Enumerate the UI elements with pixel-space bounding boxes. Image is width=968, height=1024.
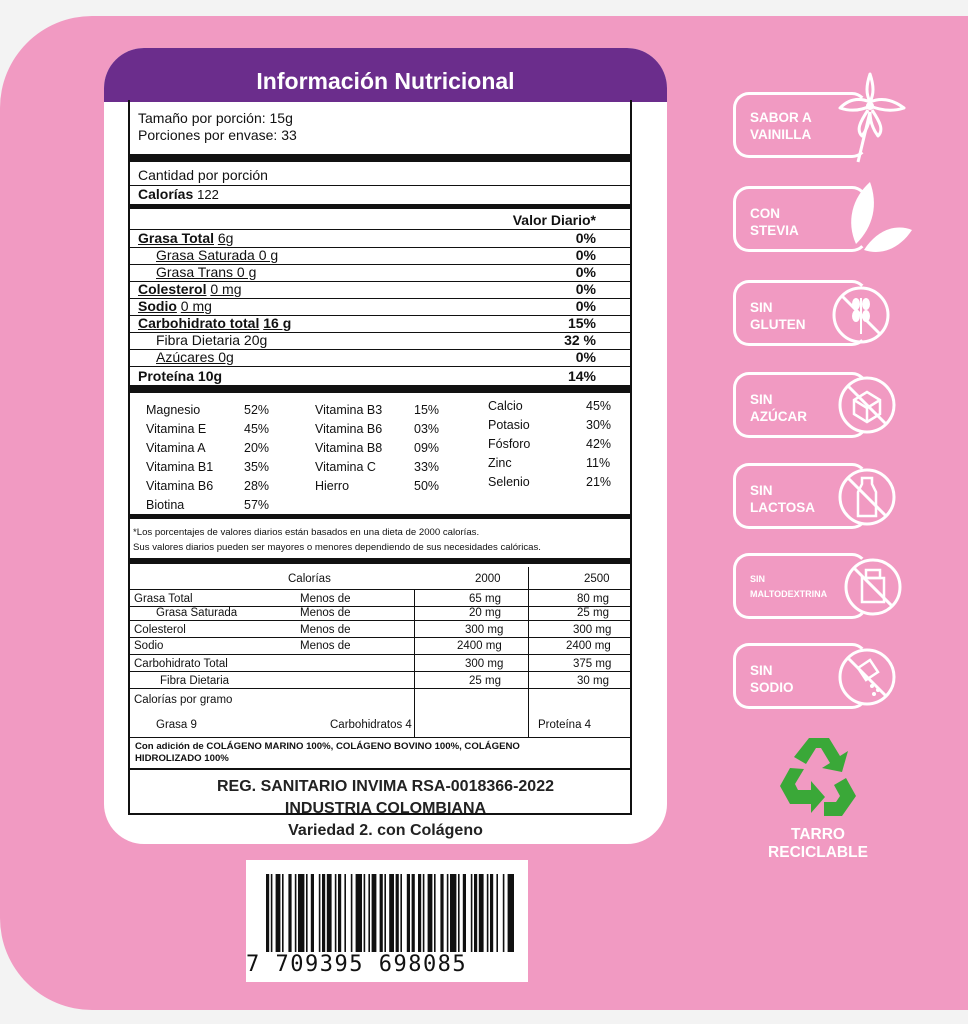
barcode-bar (372, 874, 377, 952)
nutrient-pct: 14% (567, 368, 596, 384)
no-sugar-icon (836, 374, 898, 436)
vitamin-name: Vitamina E (146, 422, 207, 436)
barcode-bar (356, 874, 362, 952)
barcode-bar (474, 874, 477, 952)
vitamin-pct: 09% (414, 441, 440, 455)
table-row-name: Grasa Total (134, 593, 193, 605)
vitamin-pct: 30% (586, 418, 612, 432)
vitamin-pct: 52% (244, 403, 270, 417)
vitamin-pct: 45% (244, 422, 270, 436)
nutrient-label: Carbohidrato total (138, 315, 260, 331)
divider (130, 385, 630, 393)
table-row-v2: 80 mg (577, 593, 609, 605)
badge-text: VAINILLA (750, 127, 812, 142)
barcode-bar (335, 874, 337, 952)
nutrient-amount: 0 mg (180, 298, 212, 314)
nutrient-row (138, 368, 596, 385)
nutrient-amount: 16 g (263, 315, 292, 331)
recycle-line: RECICLABLE (768, 844, 868, 861)
badge-text: STEVIA (750, 223, 799, 238)
table-row-cond: Menos de (300, 624, 351, 636)
no-maltodextrin-icon (842, 556, 904, 618)
barcode-bar (327, 874, 332, 952)
recycle-icon (776, 734, 862, 818)
collagen-note: Con adición de COLÁGENO MARINO 100%, COLÁGENO BOVINO 100%, COLÁGENO (135, 741, 520, 752)
table-row-v2: 300 mg (573, 624, 612, 636)
badge-text: SABOR A (750, 110, 812, 125)
barcode-bar (450, 874, 456, 952)
nutrient-label: Sodio (138, 298, 177, 314)
table-header-2500: 2500 (584, 573, 610, 585)
vitamin-name: Vitamina A (146, 441, 206, 455)
vitamin-name: Biotina (146, 498, 185, 512)
table-row-cond: Menos de (300, 640, 351, 652)
divider (130, 154, 630, 162)
vitamin-name: Selenio (488, 475, 530, 489)
nutrient-label: Colesterol (138, 281, 207, 297)
vitamin-name: Vitamina B8 (315, 441, 383, 455)
barcode-bar (434, 874, 436, 952)
barcode-bar (447, 874, 449, 952)
nutrition-label (128, 100, 632, 815)
vitamin-pct: 28% (244, 479, 270, 493)
barcode-bar (384, 874, 386, 952)
nutrient-pct: 0% (575, 298, 596, 314)
vitamin-pct: 15% (414, 403, 440, 417)
table-row-v2: 30 mg (577, 675, 609, 687)
vitamin-name: Hierro (315, 479, 350, 493)
divider (130, 514, 630, 519)
nutrient-amount: 0 mg (210, 281, 242, 297)
barcode-bar (380, 874, 383, 952)
footnote-line: *Los porcentajes de valores diarios están basados en una dieta de 2000 calorías. (133, 527, 480, 538)
table-row-v2: 25 mg (577, 607, 609, 619)
barcode-number: 7 709395 698085 (246, 952, 468, 977)
nutrient-amount: 6g (217, 230, 234, 246)
nutrition-card (104, 48, 667, 844)
barcode-bar (344, 874, 346, 952)
barcode-bar (418, 874, 421, 952)
vitamin-pct: 11% (586, 456, 611, 470)
calories-label: Calorías (138, 186, 194, 202)
recycle-text (740, 826, 896, 862)
table-row-name: Carbohidrato Total (134, 658, 228, 670)
vitamin-name: Vitamina B3 (315, 403, 383, 417)
no-lactose-icon (836, 466, 898, 528)
vitamin-name: Magnesio (146, 403, 201, 417)
nutrient-row (138, 315, 596, 332)
barcode-bar (311, 874, 314, 952)
badge-text: SIN (750, 483, 773, 498)
nutrient-row (156, 264, 596, 281)
table-row-v1: 2400 mg (457, 640, 502, 652)
nutrient-pct: 32 % (564, 332, 596, 348)
barcode-bar (364, 874, 366, 952)
table-header-label: Calorías (288, 573, 331, 585)
table-row-cond: Menos de (300, 607, 351, 619)
nutrient-row (156, 247, 596, 264)
vitamin-name: Fósforo (488, 437, 531, 451)
barcode-bar (428, 874, 433, 952)
daily-value-header: Valor Diario* (512, 212, 596, 228)
barcode-bar (423, 874, 425, 952)
nutrient-amount: 10g (197, 368, 223, 384)
vitamin-pct: 35% (244, 460, 270, 474)
nutrient-row (156, 332, 596, 349)
badge-text: SIN (750, 574, 766, 584)
nutrient-row (138, 281, 596, 298)
vitamin-name: Vitamina B1 (146, 460, 214, 474)
calories-value: 122 (197, 187, 219, 202)
barcode-bar (288, 874, 291, 952)
barcode-bar (463, 874, 466, 952)
nutrient-pct: 0% (575, 264, 596, 280)
sanitary-registration: REG. SANITARIO INVIMA RSA-0018366-2022 (217, 778, 554, 795)
nutrition-title: Información Nutricional (104, 48, 667, 102)
badge-text: AZÚCAR (750, 409, 807, 424)
barcode-bar (440, 874, 443, 952)
origin: INDUSTRIA COLOMBIANA (284, 800, 487, 817)
barcode-bar (396, 874, 399, 952)
table-row-v1: 65 mg (469, 593, 501, 605)
barcode-bar (319, 874, 321, 952)
nutrient-row (138, 230, 596, 247)
vitamin-name: Zinc (488, 456, 512, 470)
badge-text: SODIO (750, 680, 794, 695)
barcode (246, 860, 528, 982)
vitamin-name: Vitamina B6 (315, 422, 383, 436)
vanilla-flower-icon (836, 66, 908, 166)
vitamin-pct: 20% (244, 441, 270, 455)
vitamin-pct: 50% (414, 479, 440, 493)
table-row-v2: 375 mg (573, 658, 612, 670)
barcode-bar (496, 874, 498, 952)
nutrient-label: Grasa Trans 0 g (156, 264, 257, 280)
stevia-leaf-icon (842, 176, 914, 258)
table-row-v2: 2400 mg (566, 640, 611, 652)
barcode-bar (412, 874, 415, 952)
no-gluten-icon (830, 284, 892, 346)
table-row-name: Fibra Dietaria (160, 675, 230, 687)
recycle-line: TARRO (791, 826, 845, 843)
barcode-bar (487, 874, 489, 952)
nutrient-label: Proteína (138, 368, 195, 384)
badge-text: GLUTEN (750, 317, 806, 332)
calories-row (138, 186, 219, 203)
nutrient-row (156, 349, 596, 366)
barcode-bar (368, 874, 370, 952)
serving-size: Tamaño por porción: 15g (138, 110, 293, 126)
barcode-bar (306, 874, 308, 952)
badge-text: MALTODEXTRINA (750, 589, 828, 599)
vitamin-pct: 33% (414, 460, 440, 474)
divider (130, 558, 630, 564)
table-header-2000: 2000 (475, 573, 501, 585)
table-row-cond: Menos de (300, 593, 351, 605)
badge-text: SIN (750, 663, 773, 678)
servings-per-container: Porciones por envase: 33 (138, 127, 297, 143)
nutrient-amount: 20g (243, 332, 268, 348)
nutrient-row (138, 298, 596, 315)
vitamin-name: Vitamina B6 (146, 479, 214, 493)
badge-text: LACTOSA (750, 500, 816, 515)
badge-text: CON (750, 206, 780, 221)
barcode-bar (407, 874, 410, 952)
nutrient-pct: 0% (575, 247, 596, 263)
nutrient-pct: 0% (575, 230, 596, 246)
variety: Variedad 2. con Colágeno (288, 822, 483, 839)
barcode-bar (479, 874, 484, 952)
table-row-v1: 20 mg (469, 607, 501, 619)
barcode-bar (295, 874, 297, 952)
barcode-bar (322, 874, 325, 952)
per-gram-protein: Proteína 4 (538, 719, 592, 731)
barcode-bar (298, 874, 304, 952)
badge-text: SIN (750, 392, 773, 407)
vitamin-name: Calcio (488, 399, 523, 413)
barcode-bar (276, 874, 281, 952)
amount-per-serving: Cantidad por porción (138, 167, 268, 183)
nutrient-pct: 0% (575, 349, 596, 365)
vitamin-pct: 03% (414, 422, 440, 436)
nutrient-label: Grasa Saturada 0 g (156, 247, 279, 263)
per-gram-carbs: Carbohidratos 4 (330, 719, 412, 731)
barcode-bar (266, 874, 269, 952)
table-row-name: Sodio (134, 640, 164, 652)
vitamin-name: Vitamina C (315, 460, 376, 474)
vitamin-pct: 57% (244, 498, 270, 512)
vitamin-pct: 45% (586, 399, 612, 413)
nutrient-label: Grasa Total (138, 230, 214, 246)
barcode-bar (338, 874, 341, 952)
barcode-bar (351, 874, 353, 952)
badge-text: SIN (750, 300, 773, 315)
nutrient-label: Azúcares 0g (156, 349, 234, 365)
vitamin-name: Potasio (488, 418, 530, 432)
vitamin-pct: 21% (586, 475, 612, 489)
nutrient-pct: 0% (575, 281, 596, 297)
divider (130, 204, 630, 209)
barcode-bar (458, 874, 460, 952)
no-sodium-icon (836, 646, 898, 708)
barcode-bar (282, 874, 284, 952)
table-row-v1: 300 mg (465, 624, 504, 636)
table-row-name: Colesterol (134, 624, 186, 636)
collagen-note: HIDROLIZADO 100% (135, 753, 229, 764)
nutrient-label: Fibra Dietaria (156, 332, 241, 348)
per-gram-fat: Grasa 9 (156, 719, 197, 731)
barcode-bar (271, 874, 273, 952)
barcode-bar (400, 874, 402, 952)
table-row-v1: 25 mg (469, 675, 501, 687)
table-row-v1: 300 mg (465, 658, 504, 670)
table-row-name: Grasa Saturada (156, 607, 238, 619)
barcode-bar (508, 874, 514, 952)
barcode-bar (389, 874, 394, 952)
nutrient-pct: 15% (567, 315, 596, 331)
calories-per-gram-label: Calorías por gramo (134, 694, 233, 706)
barcode-bar (503, 874, 505, 952)
footnote-line: Sus valores diarios pueden ser mayores o menores dependiendo de sus necesidades calóricas. (133, 542, 541, 553)
barcode-bar (471, 874, 473, 952)
vitamin-pct: 42% (586, 437, 612, 451)
barcode-bar (490, 874, 493, 952)
